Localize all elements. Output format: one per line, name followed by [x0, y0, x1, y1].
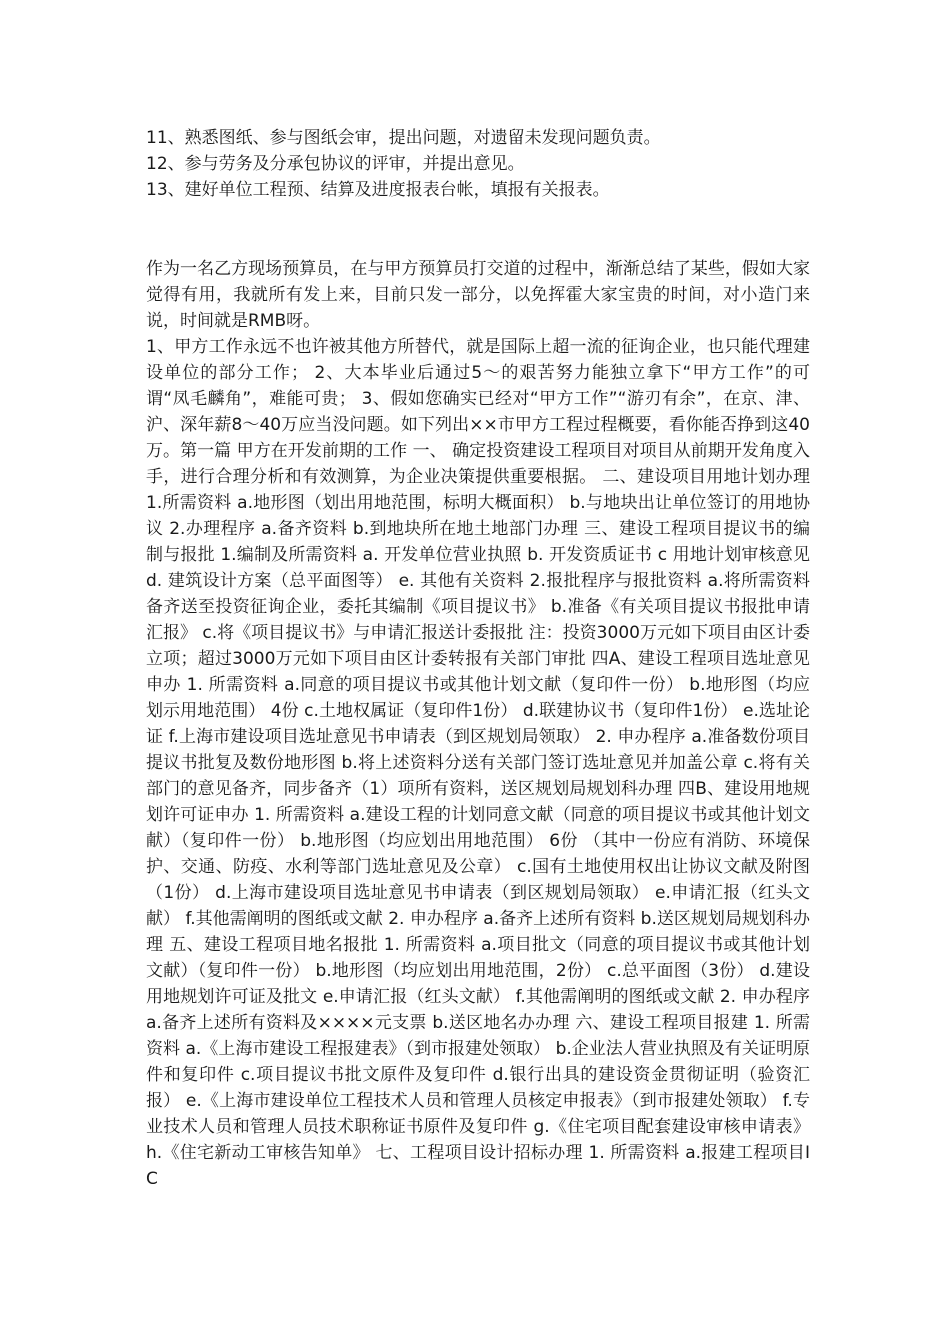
duty-list: [146, 125, 810, 203]
duty-item-11: 11、熟悉图纸、参与图纸会审，提出问题，对遗留未发现问题负责。: [146, 128, 661, 148]
section-gap: [146, 203, 810, 256]
intro-paragraph: 作为一名乙方现场预算员，在与甲方预算员打交道的过程中，渐渐总结了某些，假如大家觉得有用，我就所有发上来，目前只发一部分，以免挥霍大家宝贵的时间，对小造门来说，时间就是RMB呀。: [146, 259, 810, 331]
duty-item-13: 13、建好单位工程预、结算及进度报表台帐，填报有关报表。: [146, 180, 610, 200]
main-paragraph: 1、甲方工作永远不也许被其他方所替代，就是国际上超一流的征询企业，也只能代理建设单位的部分工作； 2、大本毕业后通过5～的艰苦努力能独立拿下“甲方工作”的可谓“凤毛麟角”，难能可贵； 3、假如您确实已经对“甲方工作”“游刃有余”，在京、津、沪、深年薪8～40万应当没问题。如下列出××市甲方工程过程概要，看你能否挣到这40万。第一篇 甲方在开发前期的工作 一、 确定投资建设工程项目对项目从前期开发角度入手，进行合理分析和有效测算，为企业决策提供重要根据。 二、建设项目用地计划办理 1.所需资料 a.地形图（划出用地范围，标明大概面积） b.与地块出让单位签订的用地协议 2.办理程序 a.备齐资料 b.到地块所在地土地部门办理 三、建设工程项目提议书的编制与报批 1.编制及所需资料 a. 开发单位营业执照 b. 开发资质证书 c 用地计划审核意见 d. 建筑设计方案（总平面图等） e. 其他有关资料 2.报批程序与报批资料 a.将所需资料备齐送至投资征询企业，委托其编制《项目提议书》 b.准备《有关项目提议书报批申请汇报》 c.将《项目提议书》与申请汇报送计委报批 注：投资3000万元如下项目由区计委立项；超过3000万元如下项目由区计委转报有关部门审批 四A、建设工程项目选址意见申办 1. 所需资料 a.同意的项目提议书或其他计划文献（复印件一份） b.地形图（均应划示用地范围） 4份 c.土地权属证（复印件1份） d.联建协议书（复印件1份） e.选址论证 f.上海市建设项目选址意见书申请表（到区规划局领取） 2. 申办程序 a.准备数份项目提议书批复及数份地形图 b.将上述资料分送有关部门签订选址意见并加盖公章 c.将有关部门的意见备齐，同步备齐（1）项所有资料，送区规划局规划科办理 四B、建设用地规划许可证申办 1. 所需资料 a.建设工程的计划同意文献（同意的项目提议书或其他计划文献）（复印件一份） b.地形图（均应划出用地范围） 6份 （其中一份应有消防、环境保护、交通、防疫、水利等部门选址意见及公章） c.国有土地使用权出让协议文献及附图（1份） d.上海市建设项目选址意见书申请表（到区规划局领取） e.申请汇报（红头文献） f.其他需阐明的图纸或文献 2. 申办程序 a.备齐上述所有资料 b.送区规划局规划科办理 五、建设工程项目地名报批 1. 所需资料 a.项目批文（同意的项目提议书或其他计划文献）（复印件一份） b.地形图（均应划出用地范围，2份） c.总平面图（3份） d.建设用地规划许可证及批文 e.申请汇报（红头文献） f.其他需阐明的图纸或文献 2. 申办程序 a.备齐上述所有资料及××××元支票 b.送区地名办办理 六、建设工程项目报建 1. 所需资料 a.《上海市建设工程报建表》（到市报建处领取） b.企业法人营业执照及有关证明原件和复印件 c.项目提议书批文原件及复印件 d.银行出具的建设资金贯彻证明（验资汇报） e.《上海市建设单位工程技术人员和管理人员核定申报表》（到市报建处领取） f.专业技术人员和管理人员技术职称证书原件及复印件 g.《住宅项目配套建设审核申请表》 h.《住宅新动工审核告知单》 七、工程项目设计招标办理 1. 所需资料 a.报建工程项目IC: [146, 337, 810, 1189]
duty-item-12: 12、参与劳务及分承包协议的评审，并提出意见。: [146, 154, 525, 174]
document-page: [146, 0, 810, 1192]
